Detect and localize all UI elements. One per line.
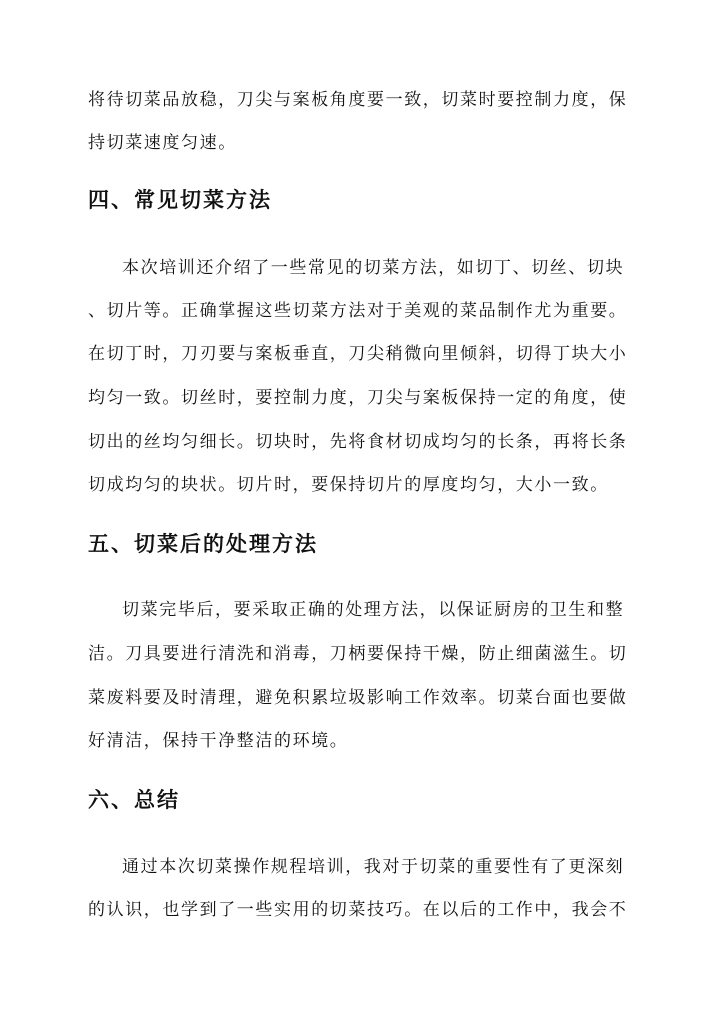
paragraph-line: 切成均匀的块状。切片时，要保持切片的厚度均匀，大小一致。: [88, 475, 609, 495]
paragraph-line: 、切片等。正确掌握这些切菜方法对于美观的菜品制作尤为重要。: [88, 301, 628, 321]
section-heading-6: 六、总结: [88, 787, 180, 812]
paragraph-line: 菜废料要及时清理，避免积累垃圾影响工作效率。切菜台面也要做: [88, 688, 628, 708]
section-heading-4: 四、常见切菜方法: [88, 187, 272, 212]
paragraph-line: 切菜完毕后，要采取正确的处理方法，以保证厨房的卫生和整: [122, 600, 625, 620]
paragraph-line: 本次培训还介绍了一些常见的切菜方法，如切丁、切丝、切块: [122, 258, 625, 278]
paragraph-line: 在切丁时，刀刃要与案板垂直，刀尖稍微向里倾斜，切得丁块大小: [88, 344, 628, 364]
paragraph-line: 将待切菜品放稳，刀尖与案板角度要一致，切菜时要控制力度，保: [88, 90, 628, 110]
section-heading-5: 五、切菜后的处理方法: [88, 531, 318, 556]
paragraph-line: 好清洁，保持干净整洁的环境。: [88, 731, 349, 751]
paragraph-line: 的认识，也学到了一些实用的切菜技巧。在以后的工作中，我会不: [88, 900, 628, 920]
paragraph-line: 持切菜速度匀速。: [88, 133, 237, 153]
paragraph-line: 洁。刀具要进行清洗和消毒，刀柄要保持干燥，防止细菌滋生。切: [88, 644, 628, 664]
paragraph-line: 均匀一致。切丝时，要控制力度，刀尖与案板保持一定的角度，使: [88, 388, 628, 408]
paragraph-line: 切出的丝均匀细长。切块时，先将食材切成均匀的长条，再将长条: [88, 432, 628, 452]
paragraph-line: 通过本次切菜操作规程培训，我对于切菜的重要性有了更深刻: [122, 857, 625, 877]
